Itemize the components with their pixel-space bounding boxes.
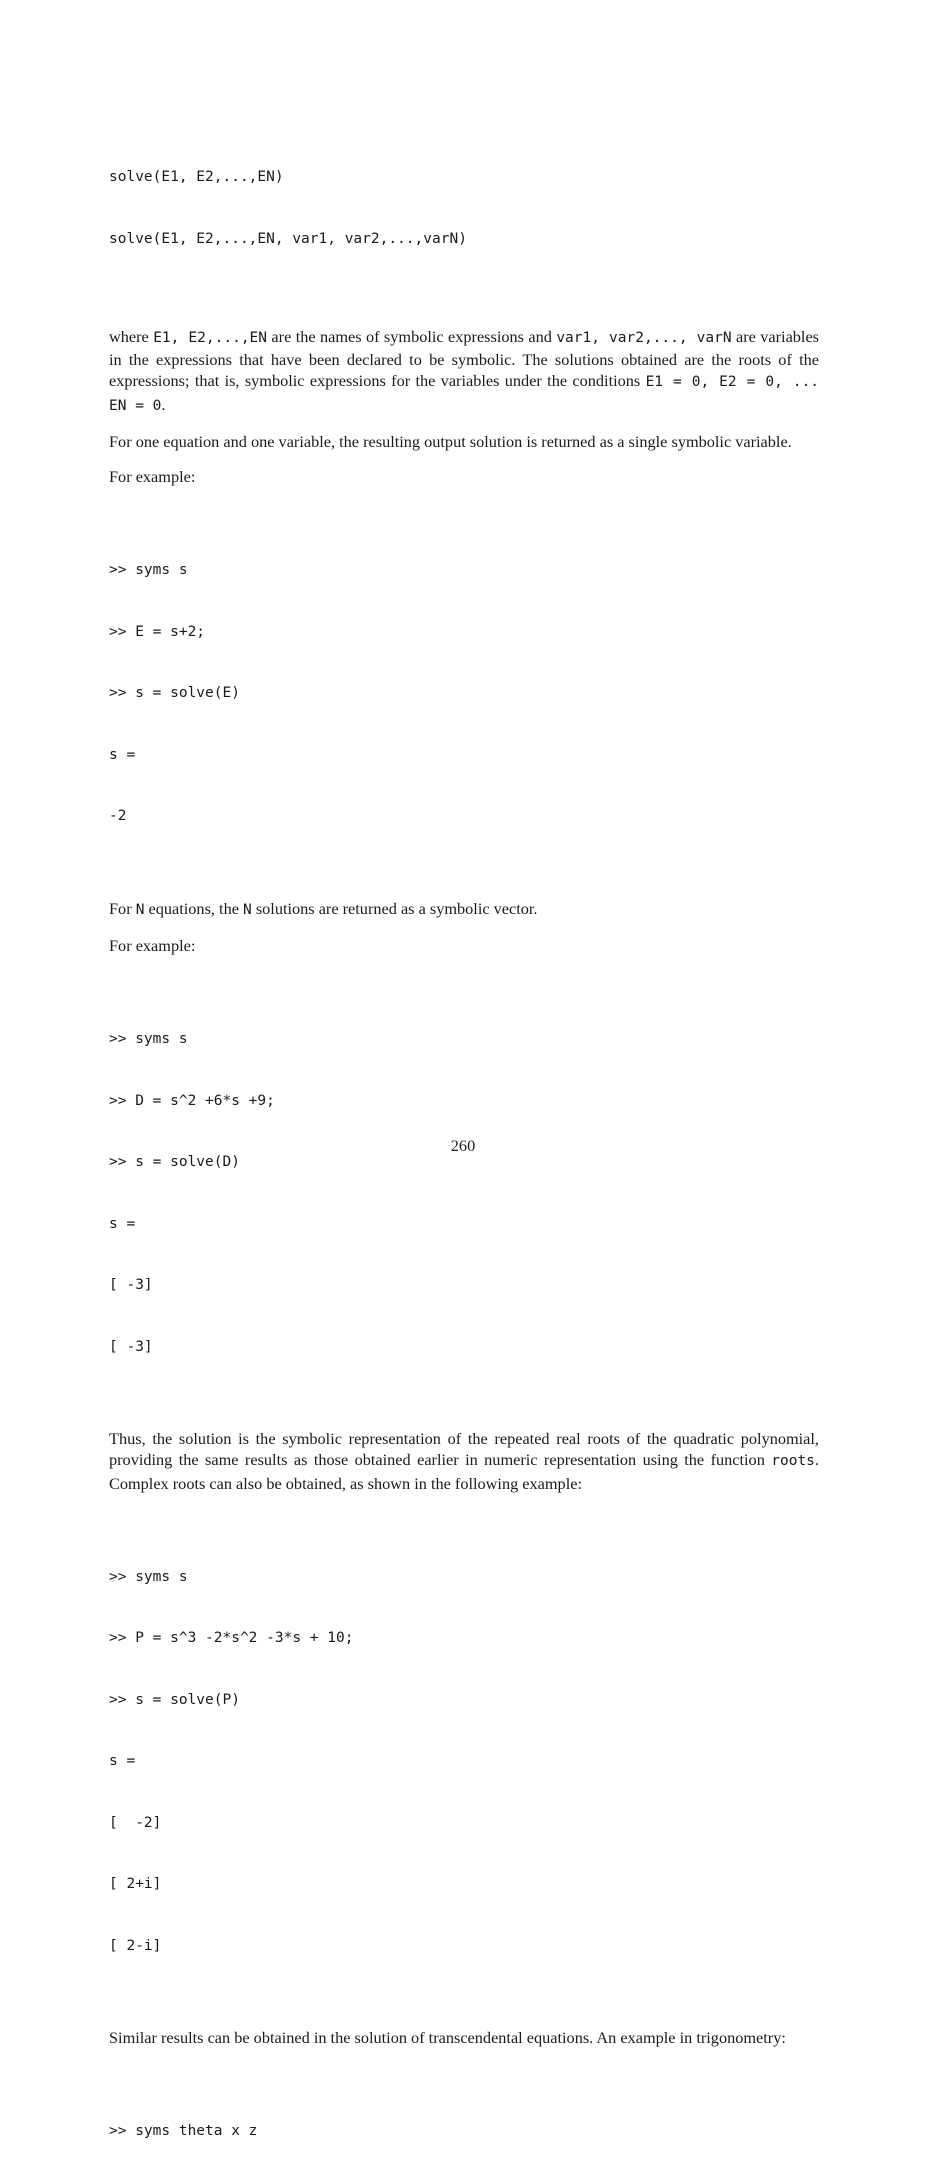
code-line: >> syms s [109, 562, 188, 579]
code-line: >> s = solve(P) [109, 1691, 240, 1708]
code-line: >> syms theta x z [109, 2123, 258, 2140]
code-line: >> E = s+2; [109, 623, 206, 640]
code-line: [ -2] [109, 1814, 162, 1831]
code-line: [ -3] [109, 1277, 153, 1294]
paragraph-solve-description: where E1, E2,...,EN are the names of symbolic expressions and var1, var2,..., varN are variables in the expressions that have been declared to be symbolic. The solutions obtained are the roots of the expressions; that is, symbolic expressions for the variables under the conditions E1 = 0, E2 = 0, ... EN = 0. [109, 327, 820, 414]
code-line: s = [109, 1753, 136, 1770]
page-number: 260 [450, 1136, 476, 1155]
code-line: s = [109, 1215, 136, 1232]
code-line: >> s = solve(D) [109, 1154, 240, 1171]
code-line: >> syms s [109, 1568, 188, 1585]
code-example-1 [109, 519, 819, 868]
example-label: For example: [109, 467, 196, 487]
code-example-2 [109, 988, 819, 1398]
code-line: s = [109, 746, 136, 763]
code-line: >> syms s [109, 1031, 188, 1048]
syntax-block [109, 126, 819, 290]
paragraph-repeated-roots: Thus, the solution is the symbolic representation of the repeated real roots of the quadratic polynomial, providing the same results as those obtained earlier in numeric representation using the function roots. Complex roots can also be obtained, as shown in the following example: [109, 1429, 819, 1493]
paragraph-n-equations: For N equations, the N solutions are returned as a symbolic vector. [109, 898, 538, 918]
paragraph-transcendental: Similar results can be obtained in the solution of transcendental equations. An example in trigonometry: [109, 2028, 786, 2048]
code-line: solve(E1, E2,...,EN, var1, var2,...,varN) [109, 230, 467, 247]
example-label: For example: [109, 935, 196, 955]
code-line: >> D = s^2 +6*s +9; [109, 1092, 275, 1109]
code-line: [ -3] [109, 1338, 153, 1355]
code-line: >> s = solve(E) [109, 685, 240, 702]
code-example-3 [109, 1526, 819, 1998]
code-line: -2 [109, 808, 127, 825]
paragraph-single-variable: For one equation and one variable, the resulting output solution is returned as a single symbolic variable. [109, 431, 792, 451]
code-line: [ 2-i] [109, 1937, 162, 1954]
code-line: [ 2+i] [109, 1876, 162, 1893]
code-example-4 [109, 2080, 819, 2183]
code-line: >> P = s^3 -2*s^2 -3*s + 10; [109, 1630, 354, 1647]
code-line: solve(E1, E2,...,EN) [109, 169, 284, 185]
